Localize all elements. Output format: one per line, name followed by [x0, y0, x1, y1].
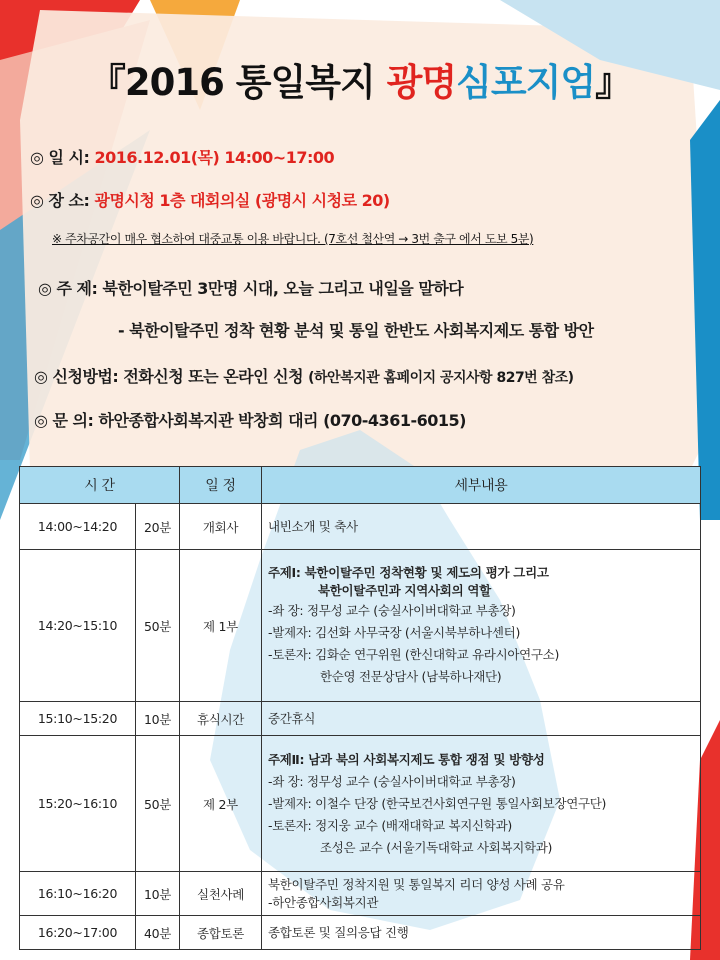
detail-line: 종합토론 및 질의응답 진행	[268, 925, 409, 940]
header-time: 시 간	[20, 467, 180, 504]
contact-line: ◎ 문 의: 하안종합사회복지관 박창희 대리 (070-4361-6015)	[34, 411, 466, 430]
row-event: 종합토론	[180, 916, 262, 950]
row-time: 16:20~17:00	[20, 916, 136, 950]
apply-label: ◎ 신청방법: 전화신청 또는 온라인 신청	[34, 367, 309, 386]
theme-line-2: - 북한이탈주민 정착 현황 분석 및 통일 한반도 사회복지제도 통합 방안	[118, 321, 594, 340]
topic-line: 주제Ⅰ: 북한이탈주민 정착현황 및 제도의 평가 그리고	[268, 564, 549, 580]
detail-line: 조성은 교수 (서울기독대학교 사회복지학과)	[320, 839, 553, 855]
row-time: 15:10~15:20	[20, 702, 136, 736]
table-row	[20, 550, 701, 702]
row-duration: 40분	[136, 916, 180, 950]
detail-line: 내빈소개 및 축사	[268, 519, 358, 534]
table-row	[20, 736, 701, 872]
header-schedule: 일 정	[180, 467, 262, 504]
row-time: 15:20~16:10	[20, 736, 136, 872]
detail-line: -발제자: 김선화 사무국장 (서울시북부하나센터)	[268, 624, 521, 640]
row-detail	[262, 872, 701, 916]
topic-line: 주제Ⅱ: 남과 북의 사회복지제도 통합 쟁점 및 방향성	[268, 751, 545, 767]
row-duration: 50분	[136, 736, 180, 872]
table-row	[20, 702, 701, 736]
detail-line: 중간휴식	[268, 711, 316, 726]
page-title	[0, 52, 720, 106]
date-line	[30, 145, 334, 168]
row-event: 제 2부	[180, 736, 262, 872]
title-main: 통일복지	[223, 61, 387, 104]
row-detail	[262, 504, 701, 550]
theme-line-1: ◎ 주 제: 북한이탈주민 3만명 시대, 오늘 그리고 내일을 말하다	[38, 279, 464, 298]
table-row	[20, 916, 701, 950]
date-label: ◎ 일 시:	[30, 148, 95, 167]
row-detail	[262, 702, 701, 736]
apply-line	[34, 364, 574, 387]
title-year: 2016	[124, 61, 224, 104]
title-red-part: 광명	[386, 61, 457, 104]
row-duration: 10분	[136, 872, 180, 916]
row-event: 제 1부	[180, 550, 262, 702]
title-blue-part: 심포지엄	[456, 61, 596, 104]
row-event: 개회사	[180, 504, 262, 550]
parking-note: ※ 주차공간이 매우 협소하여 대중교통 이용 바랍니다. (7호선 철산역 → 3번 출구 에서 도보 5분)	[52, 232, 534, 246]
row-time: 14:20~15:10	[20, 550, 136, 702]
row-detail	[262, 550, 701, 702]
detail-line: -좌 장: 정무성 교수 (숭실사이버대학교 부총장)	[268, 773, 516, 789]
row-duration: 50분	[136, 550, 180, 702]
title-close-bracket: 』	[595, 61, 632, 104]
table-row	[20, 872, 701, 916]
detail-line: -토론자: 김화순 연구위원 (한신대학교 유라시아연구소)	[268, 646, 560, 662]
detail-line: 북한이탈주민 정착지원 및 통일복지 리더 양성 사례 공유	[268, 876, 565, 892]
date-value: 2016.12.01(목) 14:00~17:00	[94, 148, 335, 167]
place-label: ◎ 장 소:	[30, 191, 95, 210]
detail-line: -하안종합사회복지관	[268, 894, 379, 910]
detail-line: -좌 장: 정무성 교수 (숭실사이버대학교 부총장)	[268, 602, 516, 618]
apply-note: (하안복지관 홈페이지 공지사항 827번 참조)	[308, 370, 574, 386]
detail-line: -토론자: 정지웅 교수 (배재대학교 복지신학과)	[268, 817, 512, 833]
detail-line: 한순영 전문상담사 (남북하나재단)	[320, 668, 502, 684]
row-duration: 10분	[136, 702, 180, 736]
detail-line: -발제자: 이철수 단장 (한국보건사회연구원 통일사회보장연구단)	[268, 795, 607, 811]
row-time: 16:10~16:20	[20, 872, 136, 916]
row-duration: 20분	[136, 504, 180, 550]
topic-line-2: 북한이탈주민과 지역사회의 역할	[318, 582, 491, 598]
schedule-table	[19, 466, 701, 950]
row-detail	[262, 916, 701, 950]
place-line	[30, 188, 390, 211]
row-event: 휴식시간	[180, 702, 262, 736]
header-detail: 세부내용	[262, 467, 701, 504]
table-row	[20, 504, 701, 550]
row-detail	[262, 736, 701, 872]
title-open-bracket: 『	[88, 61, 125, 104]
place-value: 광명시청 1층 대회의실 (광명시 시청로 20)	[94, 191, 390, 210]
row-event: 실천사례	[180, 872, 262, 916]
table-header-row	[20, 467, 701, 504]
row-time: 14:00~14:20	[20, 504, 136, 550]
